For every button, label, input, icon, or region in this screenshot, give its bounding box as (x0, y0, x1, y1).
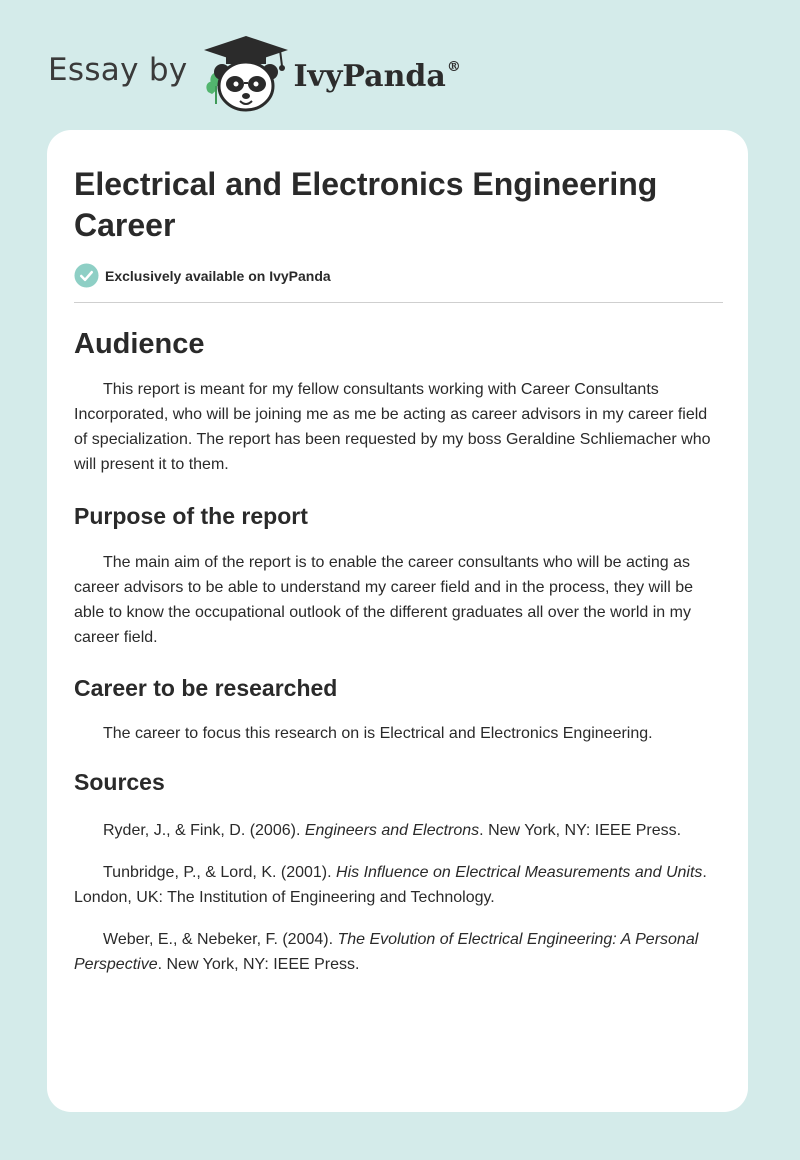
section-heading-sources: Sources (74, 769, 165, 795)
exclusive-label: Exclusively available on IvyPanda (105, 267, 331, 284)
reference-item: Ryder, J., & Fink, D. (2006). Engineers and Electrons. New York, NY: IEEE Press. (103, 822, 682, 839)
reference-item: Tunbridge, P., & Lord, K. (2001). His Influence on Electrical Measurements and Units. London, UK: The Institution of Engineering and Technology. (74, 864, 707, 906)
exclusive-badge (74, 263, 331, 288)
reference-item: Weber, E., & Nebeker, F. (2004). The Evolution of Electrical Engineering: A Personal Perspective. New York, NY: IEEE Press. (74, 931, 699, 973)
divider (74, 302, 723, 303)
page-title: Electrical and Electronics Engineering Career (74, 166, 658, 243)
essay-by-label: Essay by (48, 52, 188, 88)
panda-graduation-cap-icon (202, 34, 290, 114)
essay-body (74, 320, 724, 977)
section-heading-audience: Audience (74, 328, 205, 360)
paragraph-audience: This report is meant for my fellow consultants working with Career Consultants Incorporated, who will be joining me as me be acting as career advisors in my career field of specialization. The report has been requested by my boss Geraldine Schliemacher who will present it to them. (74, 381, 711, 473)
section-heading-purpose: Purpose of the report (74, 503, 308, 529)
registered-mark: ® (446, 58, 461, 75)
check-circle-icon (74, 263, 99, 288)
essay-card (47, 130, 748, 1112)
paragraph-purpose: The main aim of the report is to enable the career consultants who will be acting as career advisors to be able to understand my career field and in the process, they will be able to know the occupational outlook of the different graduates all over the world in my career field. (74, 554, 693, 646)
paragraph-career: The career to focus this research on is Electrical and Electronics Engineering. (103, 725, 653, 742)
brand-name[interactable]: IvyPanda® (293, 58, 461, 94)
site-header (48, 34, 461, 114)
section-heading-career: Career to be researched (74, 675, 338, 701)
